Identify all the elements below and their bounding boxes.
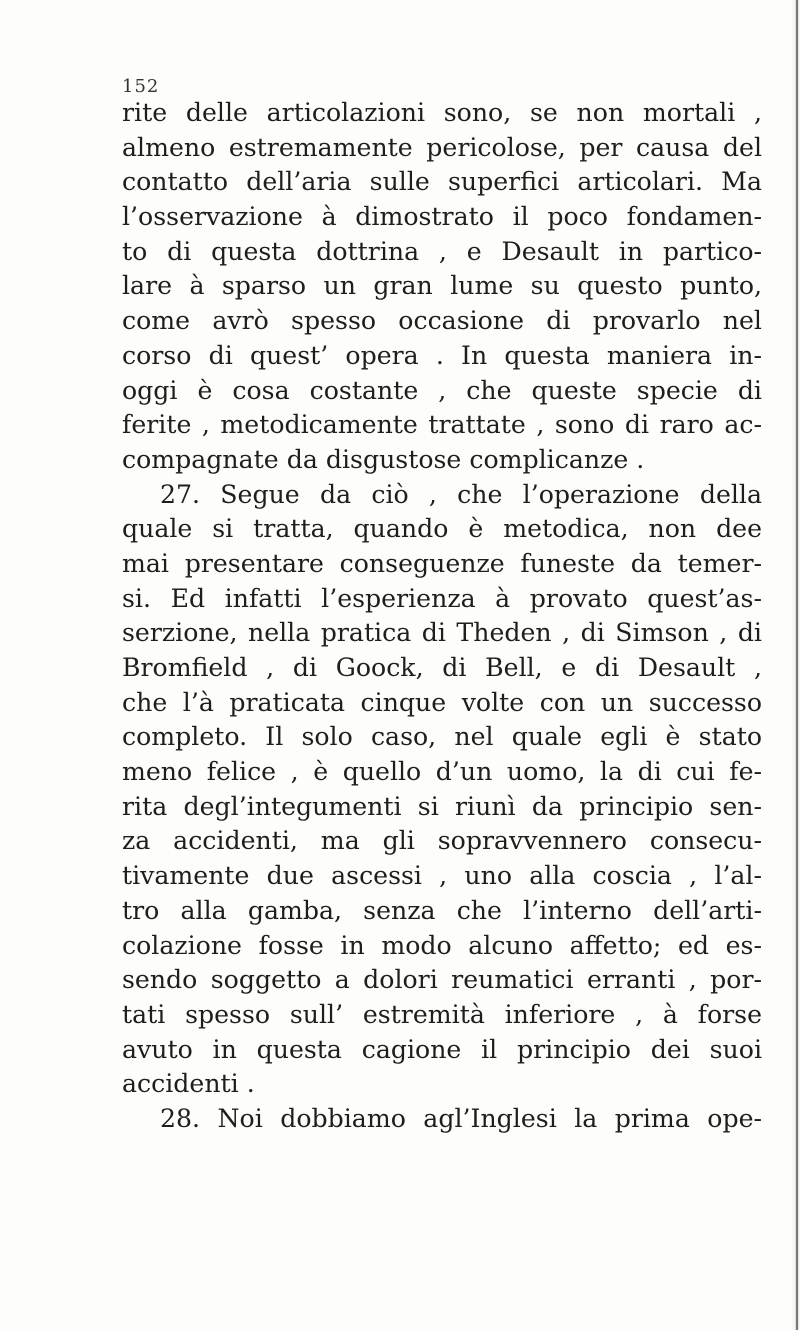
text-line: tati spesso sull’ estremità inferiore , à forse xyxy=(122,999,762,1029)
text-line: to di questa dottrina , e Desault in partico- xyxy=(122,236,762,266)
body-text xyxy=(122,96,762,1137)
text-line: contatto dell’aria sulle superfici articolari. Ma xyxy=(122,167,762,197)
text-line: come avrò spesso occasione di provarlo nel xyxy=(122,306,762,336)
text-line: corso di quest’ opera . In questa maniera in- xyxy=(122,340,762,370)
text-line: completo. Il solo caso, nel quale egli è stato xyxy=(122,722,762,752)
text-line: tivamente due ascessi , uno alla coscia , l’al- xyxy=(122,861,762,891)
text-line: ferite , metodicamente trattate , sono di raro ac- xyxy=(122,410,762,440)
text-line: meno felice , è quello d’un uomo, la di cui fe- xyxy=(122,757,762,787)
text-line: rita degl’integumenti si riunì da principio sen- xyxy=(122,791,762,821)
paragraph-start-27: 27. Segue da ciò , che l’operazione della xyxy=(160,479,762,509)
text-line: avuto in questa cagione il principio dei suoi xyxy=(122,1034,762,1064)
text-line: lare à sparso un gran lume su questo punto, xyxy=(122,271,762,301)
text-line: si. Ed infatti l’esperienza à provato quest’as- xyxy=(122,583,762,613)
text-line: Bromfield , di Goock, di Bell, e di Desault , xyxy=(122,653,762,682)
text-line: quale si tratta, quando è metodica, non dee xyxy=(122,514,762,544)
text-line: almeno estremamente pericolose, per causa del xyxy=(122,132,762,162)
text-line: za accidenti, ma gli sopravvennero consecu- xyxy=(122,826,762,856)
text-line: serzione, nella pratica di Theden , di Simson , di xyxy=(122,618,762,648)
text-line: tro alla gamba, senza che l’interno dell’arti- xyxy=(122,895,762,925)
text-line: compagnate da disgustose complicanze . xyxy=(122,444,645,474)
text-line: colazione fosse in modo alcuno affetto; ed es- xyxy=(122,930,762,960)
text-line: oggi è cosa costante , che queste specie di xyxy=(122,375,762,405)
text-line: mai presentare conseguenze funeste da temer- xyxy=(122,548,762,578)
text-line: rite delle articolazioni sono, se non mortali , xyxy=(122,98,762,127)
text-line: l’osservazione à dimostrato il poco fondamen- xyxy=(122,202,762,232)
page-number: 152 xyxy=(122,76,160,97)
paragraph-start-28: 28. Noi dobbiamo agl’Inglesi la prima ope- xyxy=(160,1103,762,1133)
text-line: sendo soggetto a dolori reumatici erranti , por- xyxy=(122,965,762,995)
page-edge-shadow xyxy=(790,0,800,1330)
text-line: accidenti . xyxy=(122,1069,255,1099)
text-line: che l’à praticata cinque volte con un successo xyxy=(122,687,762,717)
